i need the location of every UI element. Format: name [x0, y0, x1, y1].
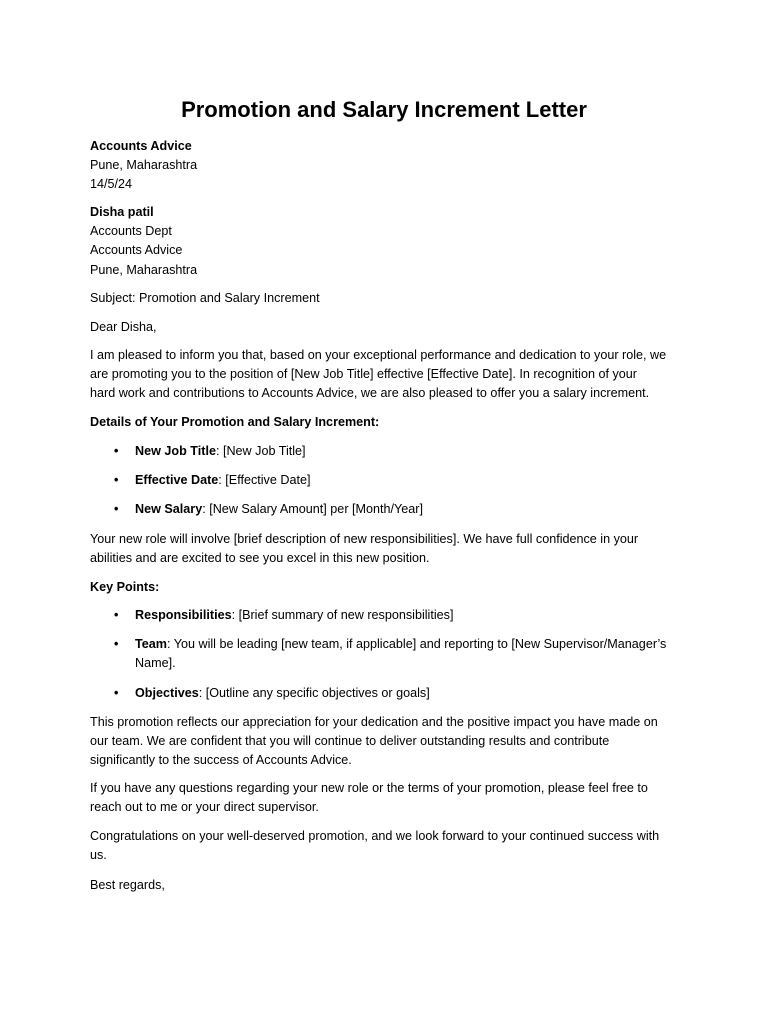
key-point-label: Team — [135, 637, 167, 652]
recipient-block — [90, 203, 685, 280]
intro-line: I am pleased to inform you that, based on your exceptional performance and dedication to your role, we — [90, 348, 667, 362]
closing-text: Best regards, — [90, 878, 165, 892]
bullet-icon: • — [114, 685, 119, 700]
letter-title: Promotion and Salary Increment Letter — [181, 97, 587, 122]
detail-value: : [Effective Date] — [218, 473, 311, 488]
questions-line: If you have any questions regarding your new role or the terms of your promotion, please feel free to — [90, 781, 648, 795]
details-list — [90, 442, 685, 520]
recipient-location: Pune, Maharashtra — [90, 262, 198, 277]
list-item — [90, 684, 685, 703]
congrats-paragraph — [90, 827, 685, 865]
closing — [90, 876, 685, 895]
detail-label: New Job Title — [135, 444, 216, 458]
salutation — [90, 318, 685, 337]
detail-value: : [New Salary Amount] per [Month/Year] — [202, 502, 423, 517]
salutation-text: Dear Disha, — [90, 320, 157, 334]
appreciation-line: our team. We are confident that you will continue to deliver outstanding results and contribute — [90, 734, 610, 749]
recipient-company: Accounts Advice — [90, 243, 183, 258]
sender-location: Pune, Maharashtra — [90, 158, 198, 173]
role-line: Your new role will involve [brief description of new responsibilities]. We have full confidence in your — [90, 532, 639, 546]
details-heading-text: Details of Your Promotion and Salary Increment: — [90, 415, 380, 429]
appreciation-line: This promotion reflects our appreciation for your dedication and the positive impact you have made on — [90, 715, 658, 729]
congrats-line: Congratulations on your well-deserved promotion, and we look forward to your continued success with — [90, 829, 660, 843]
key-points-heading — [90, 578, 685, 597]
bullet-icon: • — [114, 608, 119, 622]
congrats-line: us. — [90, 848, 107, 863]
detail-label: Effective Date — [135, 473, 219, 488]
list-item — [90, 471, 685, 490]
bullet-icon: • — [114, 473, 119, 488]
key-point-value: : [Brief summary of new responsibilities] — [231, 608, 454, 622]
intro-line: hard work and contributions to Accounts Advice, we are also pleased to offer you a salary increment. — [90, 386, 650, 401]
subject-text: Subject: Promotion and Salary Increment — [90, 291, 320, 305]
appreciation-paragraph — [90, 713, 685, 771]
detail-value: : [New Job Title] — [215, 444, 306, 458]
key-points-heading-text: Key Points: — [90, 580, 160, 594]
details-heading — [90, 413, 685, 432]
letter-date: 14/5/24 — [90, 177, 133, 192]
key-point-label: Responsibilities — [135, 608, 232, 622]
key-points-list — [90, 606, 685, 703]
questions-paragraph — [90, 779, 685, 817]
appreciation-line: significantly to the success of Accounts Advice. — [90, 753, 352, 768]
key-point-label: Objectives — [135, 685, 199, 700]
bullet-icon: • — [114, 444, 119, 458]
key-point-value: : You will be leading [new team, if applicable] and reporting to [New Supervisor/Manager’s — [166, 637, 667, 652]
intro-line: are promoting you to the position of [New Job Title] effective [Effective Date]. In recognition of your — [90, 367, 637, 382]
recipient-department: Accounts Dept — [90, 224, 172, 239]
key-point-value-continued: Name]. — [135, 656, 176, 671]
list-item — [90, 442, 685, 461]
subject-line — [90, 289, 685, 308]
key-point-value: : [Outline any specific objectives or goals] — [198, 685, 430, 700]
bullet-icon: • — [114, 637, 119, 652]
list-item — [90, 635, 685, 673]
intro-paragraph — [90, 346, 685, 404]
role-line: abilities and are excited to see you excel in this new position. — [90, 551, 430, 566]
detail-label: New Salary — [135, 502, 203, 517]
recipient-name: Disha patil — [90, 205, 154, 219]
list-item — [90, 500, 685, 519]
sender-company: Accounts Advice — [90, 139, 192, 153]
role-paragraph — [90, 530, 685, 568]
list-item — [90, 606, 685, 625]
sender-block — [90, 137, 685, 195]
bullet-icon: • — [114, 502, 119, 517]
questions-line: reach out to me or your direct supervisor. — [90, 800, 319, 815]
